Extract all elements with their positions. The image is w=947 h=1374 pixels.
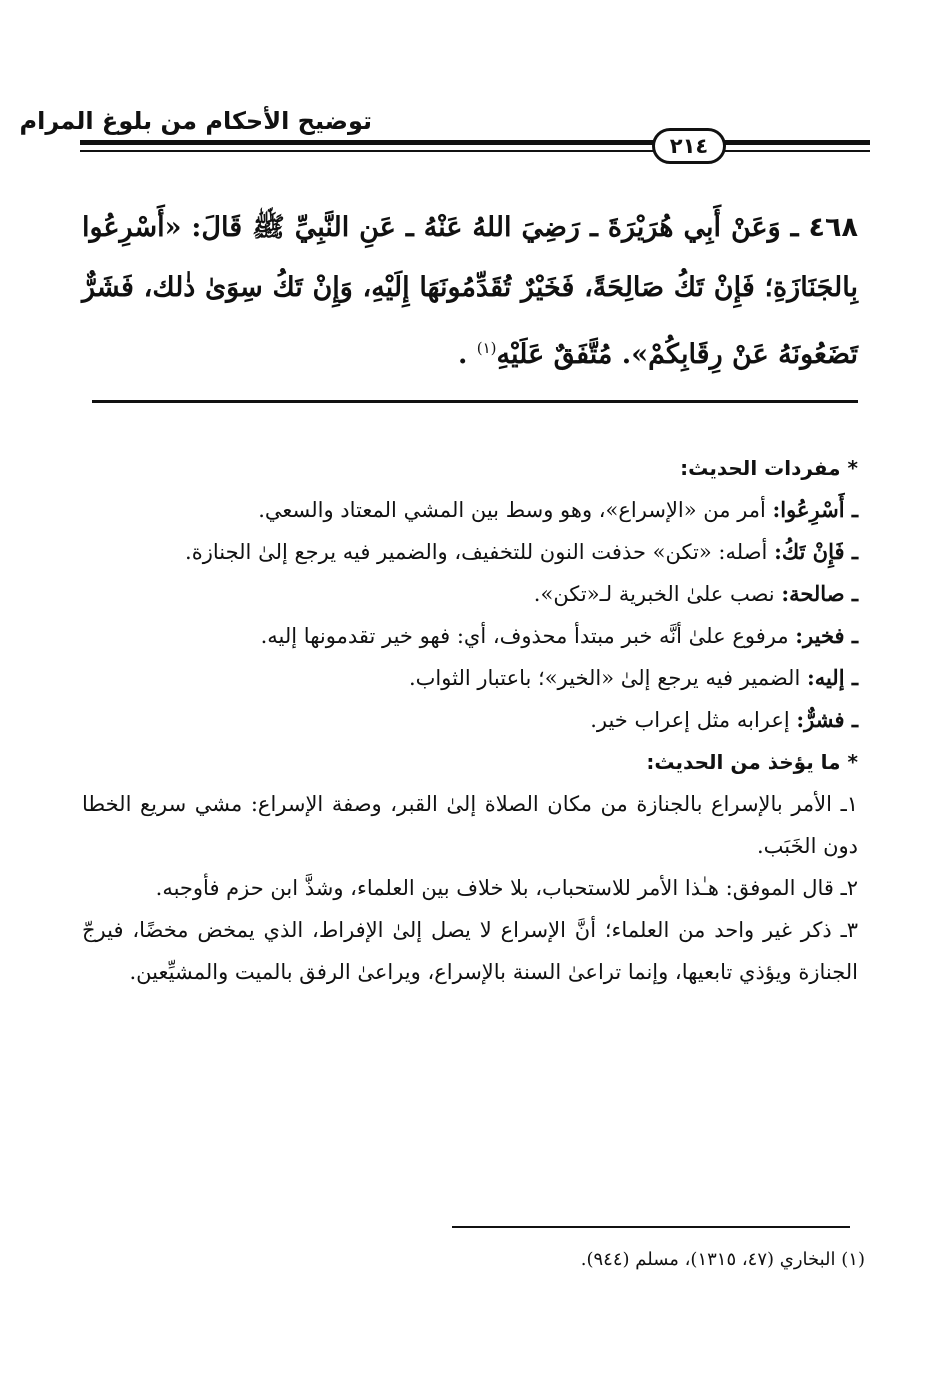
- hadith-body: وَعَنْ أَبِي هُرَيْرَةَ ـ رَضِيَ اللهُ عَنْهُ ـ عَنِ النَّبِيِّ ﷺ قَالَ: «أَسْرِعُوا بِالجَنَازَةِ؛ فَإِنْ تَكُ صَالِحَةً، فَخَيْرٌ تُقَدِّمُونَهَا إِلَيْهِ، وَإِنْ تَكُ سِوَىٰ ذٰلك، فَشَرٌّ تَضَعُونَهُ عَنْ رِقَابِكُمْ». مُتَّفَقٌ عَلَيْهِ: [82, 212, 858, 370]
- commentary: [82, 447, 858, 993]
- lessons-heading: * ما يؤخذ من الحديث:: [646, 750, 858, 774]
- vocab-item: [82, 699, 858, 741]
- vocab-text: إعرابه مثل إعراب خير.: [590, 708, 797, 732]
- vocab-item: [82, 531, 858, 573]
- vocab-term: ـ فشرٌّ:: [796, 707, 858, 732]
- lesson-item: ٣ـ ذكر غير واحد من العلماء؛ أنَّ الإسراع لا يصل إلىٰ الإفراط، الذي يمخض مخضًا، فيرجّ الجنازة ويؤذي تابعيها، وإنما تراعىٰ السنة بالإسراع، ويراعىٰ الرفق بالميت والمشيِّعين.: [82, 918, 858, 984]
- hadith-number: ٤٦٨: [808, 212, 858, 243]
- vocab-heading: * مفردات الحديث:: [680, 456, 858, 480]
- vocab-text: مرفوع علىٰ أنَّه خبر مبتدأ محذوف، أي: فهو خير تقدمونها إليه.: [260, 624, 796, 648]
- vocab-item: [82, 657, 858, 699]
- header-rule-thick: [80, 140, 870, 145]
- vocab-text: أصله: «تكن» حذفت النون للتخفيف، والضمير فيه يرجع إلىٰ الجنازة.: [185, 540, 775, 564]
- hadith-end: .: [457, 339, 477, 370]
- vocab-item: [82, 573, 858, 615]
- vocab-term: ـ أَسْرِعُوا:: [772, 497, 858, 522]
- vocab-text: أمر من «الإسراع»، وهو وسط بين المشي المعتاد والسعي.: [258, 498, 773, 522]
- footnote: (١) البخاري (٤٧، ١٣١٥)، مسلم (٩٤٤).: [580, 1249, 865, 1270]
- running-title: توضيح الأحكام من بلوغ المرام: [19, 107, 372, 135]
- vocab-term: ـ فَإِنْ تَكُ:: [774, 539, 858, 564]
- hadith-dash: ـ: [790, 212, 799, 243]
- vocab-item: [82, 489, 858, 531]
- vocab-text: نصب علىٰ الخبرية لـ«تكن».: [533, 582, 782, 606]
- lesson-item: ١ـ الأمر بالإسراع بالجنازة من مكان الصلاة إلىٰ القبر، وصفة الإسراع: مشي سريع الخطا دون الخَبَب.: [82, 792, 858, 858]
- header-rule-thin: [80, 150, 870, 152]
- page-number: ٢١٤: [652, 128, 726, 164]
- footnote-ref: (١): [476, 339, 497, 357]
- footnote-rule: [452, 1226, 850, 1228]
- vocab-term: ـ صالحة:: [781, 581, 858, 606]
- vocab-term: ـ فخير:: [795, 623, 858, 648]
- hadith-text: [82, 198, 858, 385]
- vocab-item: [82, 615, 858, 657]
- vocab-text: الضمير فيه يرجع إلىٰ «الخير»؛ باعتبار الثواب.: [408, 666, 807, 690]
- lesson-item: ٢ـ قال الموفق: هـٰذا الأمر للاستحباب، بلا خلاف بين العلماء، وشذَّ ابن حزم فأوجبه.: [155, 876, 858, 900]
- vocab-term: ـ إليه:: [806, 665, 858, 690]
- section-separator: [92, 400, 858, 403]
